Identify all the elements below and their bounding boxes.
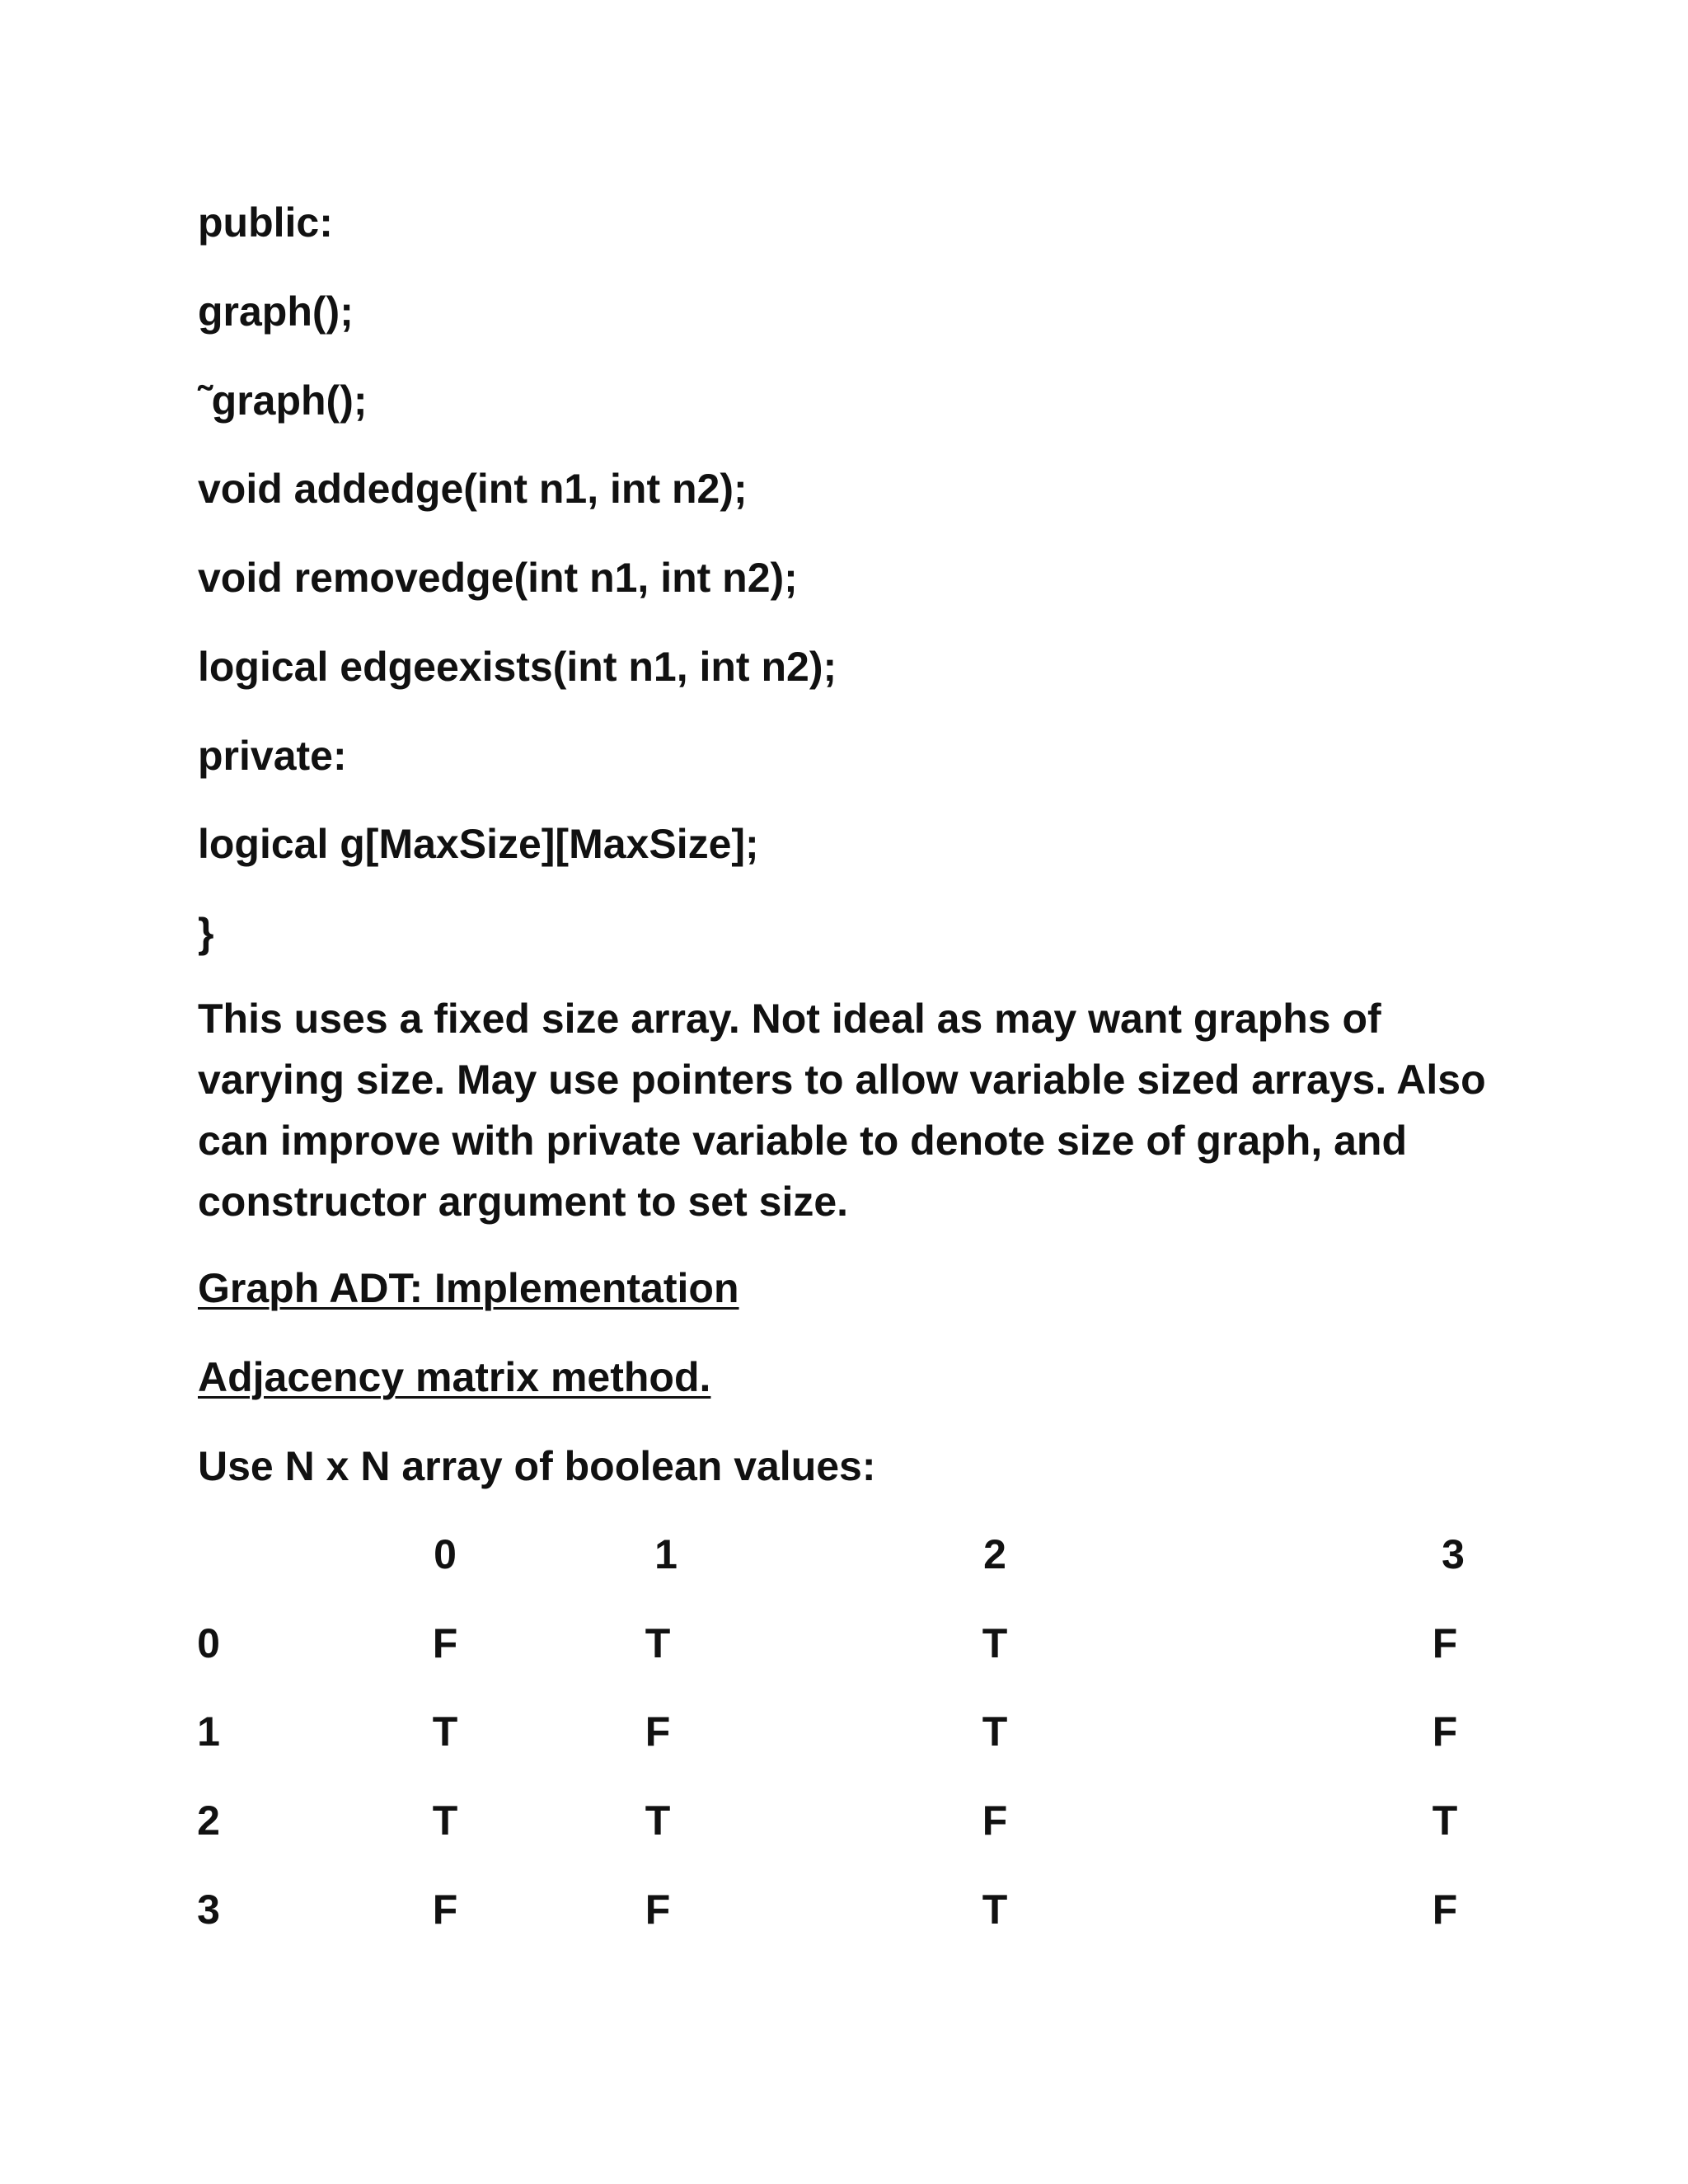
- code-line-destructor: ˜graph();: [198, 377, 368, 424]
- matrix-col-header: 2: [983, 1531, 1006, 1577]
- matrix-row-header: 1: [197, 1708, 220, 1755]
- matrix-cell: F: [432, 1620, 458, 1666]
- body-paragraph: This uses a fixed size array. Not ideal as may want graphs of varying size. May use pointers to allow variable sized arrays. Also can improve with private variable to denote size of graph, and constructor argument to set size.: [198, 996, 1486, 1225]
- matrix-row-header: 3: [197, 1886, 220, 1933]
- code-line-removedge: void removedge(int n1, int n2);: [198, 555, 798, 601]
- matrix-cell: T: [982, 1620, 1008, 1666]
- matrix-cell: F: [1432, 1620, 1458, 1666]
- matrix-cell: T: [645, 1797, 671, 1844]
- matrix-cell: T: [982, 1708, 1008, 1755]
- matrix-intro: Use N x N array of boolean values:: [198, 1443, 876, 1489]
- matrix-col-header: 1: [654, 1531, 678, 1577]
- matrix-row-header: 0: [197, 1620, 220, 1666]
- code-line-array: logical g[MaxSize][MaxSize];: [198, 821, 759, 867]
- code-line-private: private:: [198, 733, 347, 779]
- matrix-cell: F: [1432, 1886, 1458, 1933]
- matrix-cell: T: [432, 1797, 458, 1844]
- matrix-col-header: 3: [1442, 1531, 1465, 1577]
- code-line-public: public:: [198, 199, 333, 246]
- matrix-cell: F: [982, 1797, 1008, 1844]
- code-line-constructor: graph();: [198, 288, 354, 335]
- code-line-addedge: void addedge(int n1, int n2);: [198, 466, 748, 512]
- code-line-edgeexists: logical edgeexists(int n1, int n2);: [198, 644, 837, 690]
- matrix-cell: F: [645, 1886, 671, 1933]
- matrix-cell: F: [645, 1708, 671, 1755]
- matrix-cell: T: [645, 1620, 671, 1666]
- heading-implementation: Graph ADT: Implementation: [198, 1265, 739, 1311]
- matrix-cell: T: [982, 1886, 1008, 1933]
- matrix-cell: F: [1432, 1708, 1458, 1755]
- matrix-cell: T: [1432, 1797, 1458, 1844]
- heading-method: Adjacency matrix method.: [198, 1354, 711, 1400]
- matrix-col-header: 0: [434, 1531, 457, 1577]
- matrix-row-header: 2: [197, 1797, 220, 1844]
- matrix-cell: T: [432, 1708, 458, 1755]
- code-line-close-brace: }: [198, 910, 214, 956]
- matrix-cell: F: [432, 1886, 458, 1933]
